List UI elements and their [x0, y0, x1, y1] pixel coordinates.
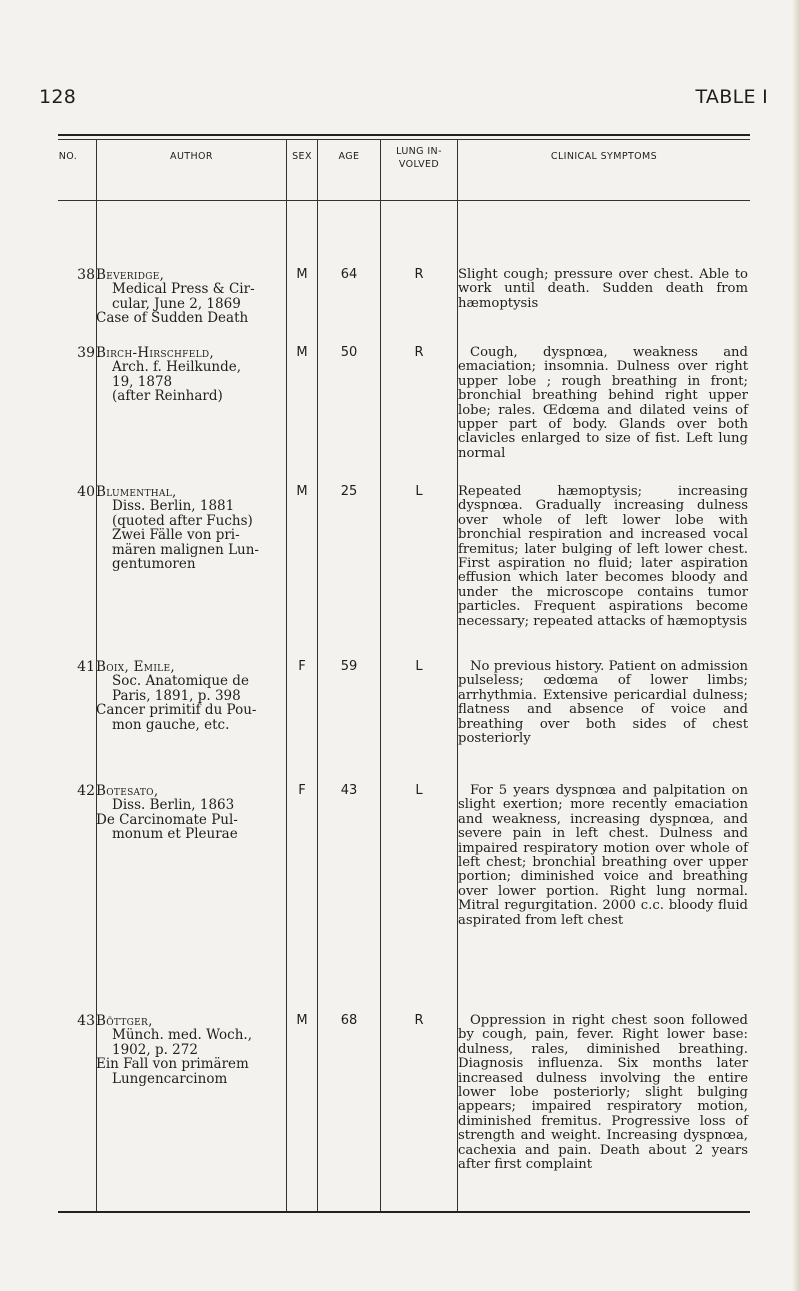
author-cell: [96, 268, 286, 326]
symptoms-cell: No previous history. Patient on admission pulseless; œdœma of lower limbs; arrhythmia. Extensive pericardial dulness; flatness and absence of voice and breathing over both sides of chest posteriorly: [458, 659, 748, 747]
article-title-line: Ein Fall von primärem: [96, 1056, 249, 1073]
author-name: Botesato,: [96, 783, 159, 799]
article-title-line: Cancer primitif du Pou-: [96, 702, 257, 719]
sex-cell: M: [296, 345, 308, 360]
author-name: Blumenthal,: [96, 484, 177, 500]
author-name: Birch-Hirschfeld,: [96, 345, 214, 361]
age-cell: 43: [340, 783, 358, 798]
table-top-rule-inner: [58, 139, 750, 140]
table-bottom-rule: [58, 1211, 750, 1213]
sex-cell: M: [296, 484, 308, 499]
column-divider: [317, 140, 318, 1211]
symptoms-cell: Repeated hæmoptysis; increasing dyspnœa. Gradually increasing dulness over whole of left lower lobe with bronchial respiration and increased vocal fremitus; later bulging of left lower chest. First aspiration no fluid; later aspiration effusion which later becomes bloody and under the microscope contains tumor particles. Frequent aspirations become necessary; repeated attacks of hæmoptysis: [458, 484, 748, 629]
page-title: TABLE I: [695, 86, 768, 108]
author-name: Böttger,: [96, 1013, 153, 1029]
article-title-line: Lungencarcinom: [112, 1070, 228, 1087]
table-top-rule: [58, 134, 750, 136]
sex-cell: M: [296, 267, 308, 282]
citation-line: Medical Press & Cir-: [112, 281, 255, 298]
lung-cell: R: [414, 267, 424, 282]
column-divider: [380, 140, 381, 1211]
citation-line: 1902, p. 272: [112, 1041, 198, 1058]
author-cell: [96, 784, 286, 842]
age-cell: 59: [340, 659, 358, 674]
page-header: [0, 86, 800, 116]
case-number: 38: [77, 267, 95, 283]
age-cell: 68: [340, 1013, 358, 1028]
symptoms-cell: For 5 years dyspnœa and palpitation on slight exertion; more recently emaciation and weakness, increasing dyspnœa, and severe pain in left chest. Dulness and impaired respiratory motion over whole of left chest; bronchial breathing over upper portion; diminished voice and breathing over lower portion. Right lung normal. Mitral regurgitation. 2000 c.c. bloody fluid aspirated from left chest: [458, 783, 748, 928]
case-number: 43: [77, 1013, 95, 1029]
author-name: Beveridge,: [96, 267, 165, 283]
citation-line: 19, 1878: [112, 373, 173, 390]
sex-cell: F: [298, 659, 306, 674]
author-cell: [96, 1014, 286, 1086]
age-cell: 64: [340, 267, 358, 282]
lung-cell: R: [414, 345, 424, 360]
page-number: 128: [39, 86, 77, 108]
column-header-no: NO.: [58, 151, 78, 162]
sex-cell: F: [298, 783, 306, 798]
article-title-line: monum et Pleurae: [112, 826, 238, 843]
citation-line: mären malignen Lun-: [112, 541, 259, 558]
citation-line: Zwei Fälle von pri-: [112, 527, 240, 544]
citation-line: Paris, 1891, p. 398: [112, 687, 241, 704]
citation-line: Arch. f. Heilkunde,: [112, 359, 242, 376]
header-bottom-rule: [58, 200, 750, 201]
article-title-line: mon gauche, etc.: [112, 716, 230, 733]
citation-line: Diss. Berlin, 1881: [112, 498, 235, 515]
citation-line: Münch. med. Woch.,: [112, 1027, 252, 1044]
citation-line: (after Reinhard): [112, 388, 223, 405]
case-number: 41: [77, 659, 95, 675]
case-number: 39: [77, 345, 95, 361]
lung-cell: R: [414, 1013, 424, 1028]
article-title-line: De Carcinomate Pul-: [96, 811, 238, 828]
page-edge-shadow: [792, 0, 800, 1291]
lung-cell: L: [415, 484, 423, 499]
citation-line: Soc. Anatomique de: [112, 673, 249, 690]
author-cell: [96, 660, 286, 732]
symptoms-cell: Slight cough; pressure over chest. Able to work until death. Sudden death from hæmoptysis: [458, 267, 748, 311]
column-header-clinical-symptoms: CLINICAL SYMPTOMS: [550, 151, 658, 162]
article-title-line: Case of Sudden Death: [96, 310, 249, 327]
column-header-age: AGE: [338, 151, 360, 162]
case-number: 40: [77, 484, 95, 500]
author-cell: [96, 346, 286, 404]
age-cell: 50: [340, 345, 358, 360]
column-header-author: AUTHOR: [170, 151, 213, 162]
author-cell: [96, 485, 286, 571]
citation-line: Diss. Berlin, 1863: [112, 797, 235, 814]
lung-cell: L: [415, 659, 423, 674]
age-cell: 25: [340, 484, 358, 499]
citation-line: gentumoren: [112, 556, 196, 573]
column-header-sex: SEX: [292, 151, 312, 162]
citation-line: (quoted after Fuchs): [112, 512, 253, 529]
case-number: 42: [77, 783, 95, 799]
sex-cell: M: [296, 1013, 308, 1028]
citation-line: cular, June 2, 1869: [112, 295, 241, 312]
symptoms-cell: Cough, dyspnœa, weakness and emaciation; insomnia. Dulness over right upper lobe ; rough breathing in front; bronchial breathing behind right upper lobe; rales. Œdœma and dilated veins of upper part of body. Glands over both clavicles enlarged to size of fist. Left lung normal: [458, 345, 748, 461]
column-divider: [286, 140, 287, 1211]
author-name: Boix, Emile,: [96, 659, 175, 675]
lung-cell: L: [415, 783, 423, 798]
column-header-lung-involved: LUNG IN- VOLVED: [396, 146, 442, 170]
symptoms-cell: Oppression in right chest soon followed by cough, pain, fever. Right lower base: dulness, rales, diminished breathing. Diagnosis influenza. Six months later increased dulness involving the entire lower lobe posteriorly; slight bulging appears; impaired respiratory motion, diminished fremitus. Progressive loss of strength and weight. Increasing dyspnœa, cachexia and pain. Death about 2 years after first complaint: [458, 1013, 748, 1173]
